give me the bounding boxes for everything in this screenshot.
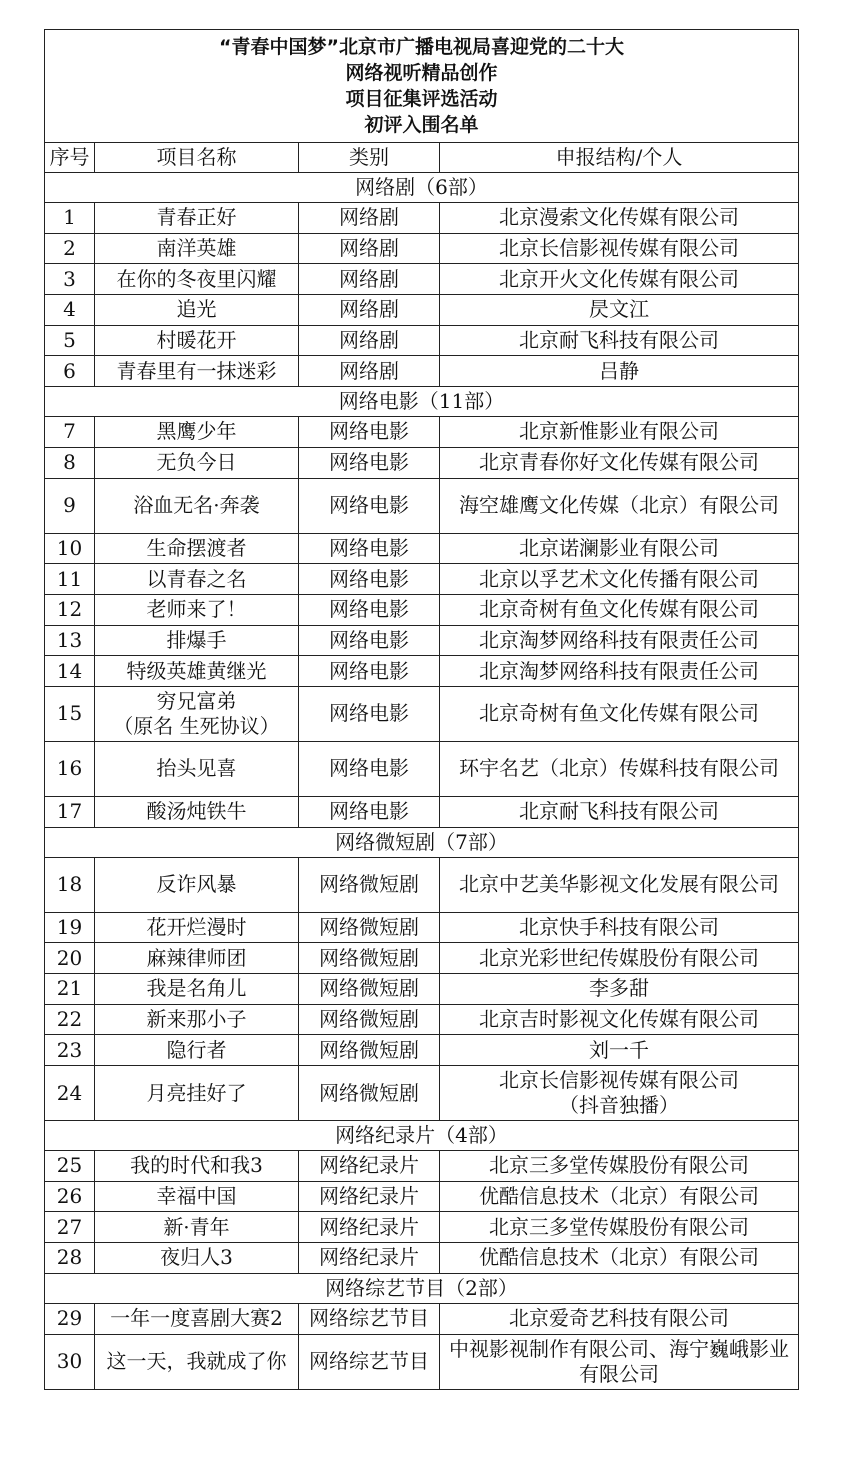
shortlist-table	[44, 29, 799, 1390]
row-applicant: 北京耐飞科技有限公司	[440, 796, 799, 827]
row-category: 网络微短剧	[299, 1004, 440, 1035]
row-project-name: 隐行者	[95, 1035, 299, 1066]
row-number: 12	[45, 594, 95, 625]
row-category: 网络微短剧	[299, 943, 440, 974]
row-project-name: 穷兄富弟 （原名 生死协议）	[95, 686, 299, 741]
table-row	[45, 295, 799, 326]
row-number: 28	[45, 1243, 95, 1274]
row-applicant: 北京快手科技有限公司	[440, 912, 799, 943]
section-header-row	[45, 173, 799, 203]
title-line-3: 项目征集评选活动	[345, 88, 498, 110]
row-number: 3	[45, 264, 95, 295]
row-project-name: 花开烂漫时	[95, 912, 299, 943]
row-number: 14	[45, 656, 95, 687]
row-number: 1	[45, 203, 95, 234]
table-row	[45, 417, 799, 448]
row-project-name: 我的时代和我3	[95, 1151, 299, 1182]
row-number: 7	[45, 417, 95, 448]
section-header-row	[45, 1121, 799, 1151]
table-row	[45, 1303, 799, 1334]
header-applicant: 申报结构/个人	[440, 143, 799, 173]
row-number: 20	[45, 943, 95, 974]
row-category: 网络电影	[299, 594, 440, 625]
row-project-name: 我是名角儿	[95, 974, 299, 1005]
row-applicant: 吕静	[440, 356, 799, 387]
row-project-name: 以青春之名	[95, 564, 299, 595]
row-project-name: 排爆手	[95, 625, 299, 656]
table-row	[45, 1243, 799, 1274]
row-project-name: 生命摆渡者	[95, 533, 299, 564]
column-header-row	[45, 143, 799, 173]
title-line-2: 网络视听精品创作	[345, 62, 498, 84]
table-row	[45, 1066, 799, 1121]
row-applicant: 李多甜	[440, 974, 799, 1005]
row-category: 网络综艺节目	[299, 1303, 440, 1334]
row-project-name: 在你的冬夜里闪耀	[95, 264, 299, 295]
row-applicant: 北京青春你好文化传媒有限公司	[440, 447, 799, 478]
row-project-name: 夜归人3	[95, 1243, 299, 1274]
row-applicant: 北京长信影视传媒有限公司	[440, 233, 799, 264]
row-number: 4	[45, 295, 95, 326]
row-applicant: 北京中艺美华影视文化发展有限公司	[440, 857, 799, 912]
row-applicant: 优酷信息技术（北京）有限公司	[440, 1181, 799, 1212]
header-number: 序号	[45, 143, 95, 173]
row-project-name: 麻辣律师团	[95, 943, 299, 974]
row-project-name: 青春正好	[95, 203, 299, 234]
table-row	[45, 741, 799, 796]
row-category: 网络微短剧	[299, 857, 440, 912]
row-project-name: 无负今日	[95, 447, 299, 478]
table-row	[45, 478, 799, 533]
row-project-name: 特级英雄黄继光	[95, 656, 299, 687]
row-applicant: 北京光彩世纪传媒股份有限公司	[440, 943, 799, 974]
shortlist-document	[44, 29, 799, 1390]
row-category: 网络微短剧	[299, 1066, 440, 1121]
table-row	[45, 594, 799, 625]
section-header-row	[45, 827, 799, 857]
row-category: 网络微短剧	[299, 1035, 440, 1066]
row-number: 13	[45, 625, 95, 656]
row-applicant: 北京淘梦网络科技有限责任公司	[440, 656, 799, 687]
row-project-name: 这一天，我就成了你	[95, 1334, 299, 1389]
row-number: 15	[45, 686, 95, 741]
row-category: 网络剧	[299, 356, 440, 387]
header-project-name: 项目名称	[95, 143, 299, 173]
row-number: 11	[45, 564, 95, 595]
row-applicant: 北京奇树有鱼文化传媒有限公司	[440, 686, 799, 741]
table-row	[45, 203, 799, 234]
row-applicant: 北京三多堂传媒股份有限公司	[440, 1151, 799, 1182]
row-applicant: 北京爱奇艺科技有限公司	[440, 1303, 799, 1334]
row-applicant: 北京淘梦网络科技有限责任公司	[440, 625, 799, 656]
row-number: 2	[45, 233, 95, 264]
section-label: 网络剧（6部）	[45, 173, 799, 203]
row-applicant: 优酷信息技术（北京）有限公司	[440, 1243, 799, 1274]
table-row	[45, 1004, 799, 1035]
section-header-row	[45, 387, 799, 417]
row-applicant: 北京以孚艺术文化传播有限公司	[440, 564, 799, 595]
row-category: 网络电影	[299, 417, 440, 448]
row-number: 29	[45, 1303, 95, 1334]
shortlist-table-body	[45, 30, 799, 1390]
row-project-name: 幸福中国	[95, 1181, 299, 1212]
row-number: 27	[45, 1212, 95, 1243]
row-applicant: 中视影视制作有限公司、海宁巍峨影业有限公司	[440, 1334, 799, 1389]
row-project-name: 村暖花开	[95, 325, 299, 356]
table-row	[45, 1181, 799, 1212]
row-number: 22	[45, 1004, 95, 1035]
section-header-row	[45, 1273, 799, 1303]
title-line-4: 初评入围名单	[364, 114, 479, 136]
row-applicant: 北京新惟影业有限公司	[440, 417, 799, 448]
row-category: 网络剧	[299, 203, 440, 234]
row-project-name: 抬头见喜	[95, 741, 299, 796]
row-applicant: 北京开火文化传媒有限公司	[440, 264, 799, 295]
row-applicant: 北京吉时影视文化传媒有限公司	[440, 1004, 799, 1035]
row-category: 网络剧	[299, 233, 440, 264]
table-row	[45, 356, 799, 387]
row-number: 6	[45, 356, 95, 387]
row-project-name: 酸汤炖铁牛	[95, 796, 299, 827]
row-project-name: 浴血无名·奔袭	[95, 478, 299, 533]
section-label: 网络微短剧（7部）	[45, 827, 799, 857]
row-category: 网络剧	[299, 264, 440, 295]
title-row	[45, 30, 799, 143]
row-applicant: 北京漫索文化传媒有限公司	[440, 203, 799, 234]
table-row	[45, 912, 799, 943]
row-project-name: 追光	[95, 295, 299, 326]
row-applicant: 北京长信影视传媒有限公司 （抖音独播）	[440, 1066, 799, 1121]
row-project-name: 月亮挂好了	[95, 1066, 299, 1121]
row-category: 网络剧	[299, 295, 440, 326]
row-category: 网络剧	[299, 325, 440, 356]
row-number: 21	[45, 974, 95, 1005]
row-number: 23	[45, 1035, 95, 1066]
row-number: 24	[45, 1066, 95, 1121]
row-category: 网络电影	[299, 564, 440, 595]
table-row	[45, 974, 799, 1005]
row-number: 9	[45, 478, 95, 533]
row-number: 18	[45, 857, 95, 912]
row-applicant: 北京奇树有鱼文化传媒有限公司	[440, 594, 799, 625]
table-row	[45, 796, 799, 827]
row-category: 网络电影	[299, 796, 440, 827]
row-project-name: 老师来了！	[95, 594, 299, 625]
table-row	[45, 325, 799, 356]
row-project-name: 新来那小子	[95, 1004, 299, 1035]
row-project-name: 青春里有一抹迷彩	[95, 356, 299, 387]
table-row	[45, 943, 799, 974]
row-category: 网络电影	[299, 447, 440, 478]
row-applicant: 北京诺澜影业有限公司	[440, 533, 799, 564]
row-project-name: 反诈风暴	[95, 857, 299, 912]
row-number: 8	[45, 447, 95, 478]
row-category: 网络纪录片	[299, 1212, 440, 1243]
row-project-name: 南洋英雄	[95, 233, 299, 264]
row-number: 19	[45, 912, 95, 943]
table-row	[45, 686, 799, 741]
row-number: 25	[45, 1151, 95, 1182]
table-row	[45, 1212, 799, 1243]
row-applicant: 海空雄鹰文化传媒（北京）有限公司	[440, 478, 799, 533]
row-applicant: 环宇名艺（北京）传媒科技有限公司	[440, 741, 799, 796]
table-row	[45, 625, 799, 656]
row-category: 网络综艺节目	[299, 1334, 440, 1389]
row-applicant: 北京三多堂传媒股份有限公司	[440, 1212, 799, 1243]
row-category: 网络微短剧	[299, 912, 440, 943]
row-category: 网络微短剧	[299, 974, 440, 1005]
table-row	[45, 1035, 799, 1066]
row-number: 10	[45, 533, 95, 564]
row-category: 网络电影	[299, 656, 440, 687]
table-row	[45, 857, 799, 912]
row-category: 网络电影	[299, 686, 440, 741]
header-category: 类别	[299, 143, 440, 173]
row-number: 16	[45, 741, 95, 796]
section-label: 网络综艺节目（2部）	[45, 1273, 799, 1303]
table-row	[45, 564, 799, 595]
row-number: 17	[45, 796, 95, 827]
table-row	[45, 533, 799, 564]
table-row	[45, 656, 799, 687]
section-label: 网络电影（11部）	[45, 387, 799, 417]
table-row	[45, 1334, 799, 1389]
title-line-1: “青春中国梦”北京市广播电视局喜迎党的二十大	[219, 36, 625, 58]
table-row	[45, 447, 799, 478]
row-category: 网络电影	[299, 625, 440, 656]
row-category: 网络电影	[299, 741, 440, 796]
table-row	[45, 233, 799, 264]
row-category: 网络纪录片	[299, 1151, 440, 1182]
row-number: 5	[45, 325, 95, 356]
row-project-name: 一年一度喜剧大赛2	[95, 1303, 299, 1334]
row-number: 26	[45, 1181, 95, 1212]
row-category: 网络电影	[299, 478, 440, 533]
row-project-name: 新·青年	[95, 1212, 299, 1243]
section-label: 网络纪录片（4部）	[45, 1121, 799, 1151]
row-applicant: 昃文江	[440, 295, 799, 326]
row-number: 30	[45, 1334, 95, 1389]
row-category: 网络电影	[299, 533, 440, 564]
row-category: 网络纪录片	[299, 1243, 440, 1274]
row-applicant: 刘一千	[440, 1035, 799, 1066]
row-project-name: 黑鹰少年	[95, 417, 299, 448]
table-row	[45, 264, 799, 295]
table-row	[45, 1151, 799, 1182]
row-applicant: 北京耐飞科技有限公司	[440, 325, 799, 356]
document-title	[45, 30, 799, 143]
row-category: 网络纪录片	[299, 1181, 440, 1212]
